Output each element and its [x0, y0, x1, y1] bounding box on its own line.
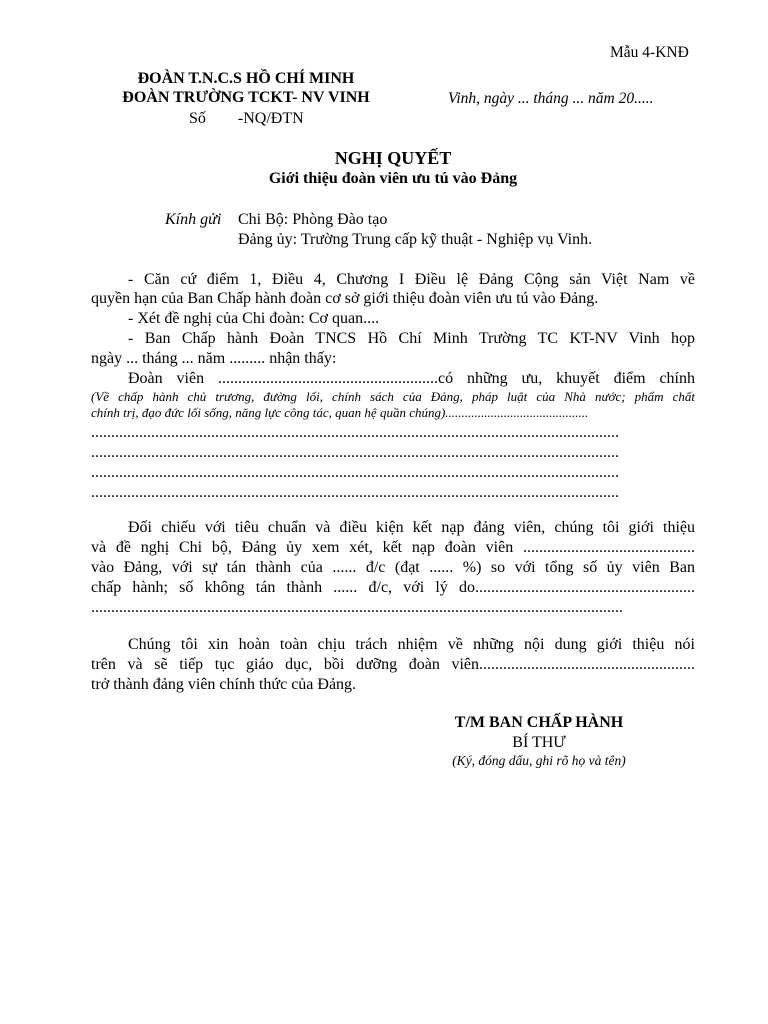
dotted-line: .................................................................................................................................... — [91, 484, 619, 501]
recipients-label: Kính gửi — [165, 211, 222, 228]
form-code: Mẫu 4-KNĐ — [610, 44, 689, 61]
signature-instruction: (Ký, đóng dấu, ghi rõ họ và tên) — [452, 753, 626, 768]
dotted-line: .................................................................................................................................... — [91, 464, 619, 481]
basis-p1-line2: quyền hạn của Ban Chấp hành đoàn cơ sở giới thiệu đoàn viên ưu tú vào Đảng. — [91, 290, 599, 307]
signature-position: BÍ THƯ — [512, 734, 566, 751]
basis-p1-line1: - Căn cứ điểm 1, Điều 4, Chương I Điều lệ Đảng Cộng sản Việt Nam về — [128, 271, 695, 288]
doc-number: Số -NQ/ĐTN — [189, 110, 304, 127]
commitment-line3: trở thành đảng viên chính thức của Đảng. — [91, 676, 357, 693]
commitment-line1: Chúng tôi xin hoàn toàn chịu trách nhiệm về những nội dung giới thiệu nói — [128, 636, 695, 653]
proposal-line4: chấp hành; số không tán thành ...... đ/c, với lý do....................................................... — [91, 579, 695, 596]
recipient-line2: Đảng ủy: Trường Trung cấp kỹ thuật - Nghiệp vụ Vinh. — [238, 231, 593, 248]
commitment-line2: trên và sẽ tiếp tục giáo dục, bồi dưỡng đoàn viên...................................................... — [91, 656, 695, 673]
basis-p3-line1: - Ban Chấp hành Đoàn TNCS Hồ Chí Minh Trường TC KT-NV Vinh họp — [128, 330, 695, 347]
org-name-line2: ĐOÀN TRƯỜNG TCKT- NV VINH — [122, 89, 370, 106]
assessment-note-line2: chính trị, đạo đức lối sống, năng lực công tác, quan hệ quần chúng)............................................ — [91, 405, 589, 420]
basis-p3-line2: ngày ... tháng ... năm ......... nhận thấy: — [91, 350, 337, 367]
proposal-line1: Đối chiếu với tiêu chuẩn và điều kiện kết nạp đảng viên, chúng tôi giới thiệu — [128, 519, 695, 536]
basis-p2: - Xét đề nghị của Chi đoàn: Cơ quan.... — [128, 310, 380, 327]
recipient-line1: Chi Bộ: Phòng Đào tạo — [238, 211, 388, 228]
place-date: Vinh, ngày ... tháng ... năm 20..... — [448, 90, 654, 107]
document-subtitle: Giới thiệu đoàn viên ưu tú vào Đảng — [268, 170, 518, 187]
dotted-line: .................................................................................................................................... — [91, 444, 619, 461]
member-line: Đoàn viên .......................................................có những ưu, khuyết điểm chính — [128, 370, 695, 387]
signature-on-behalf: T/M BAN CHẤP HÀNH — [454, 714, 624, 731]
document-title: NGHỊ QUYẾT — [334, 148, 452, 168]
assessment-note-line1: (Về chấp hành chủ trương, đường lối, chính sách của Đảng, pháp luật của Nhà nước; phẩm chất — [91, 389, 695, 404]
proposal-line2: và đề nghị Chi bộ, Đảng ủy xem xét, kết nạp đoàn viên ........................................... — [91, 539, 695, 556]
proposal-line5: ..................................................................................................................................... — [91, 599, 623, 616]
org-name-line1: ĐOÀN T.N.C.S HỒ CHÍ MINH — [137, 70, 355, 87]
dotted-line: .................................................................................................................................... — [91, 424, 619, 441]
proposal-line3: vào Đảng, với sự tán thành của ...... đ/c (đạt ...... %) so với tổng số ủy viên Ban — [91, 559, 695, 576]
